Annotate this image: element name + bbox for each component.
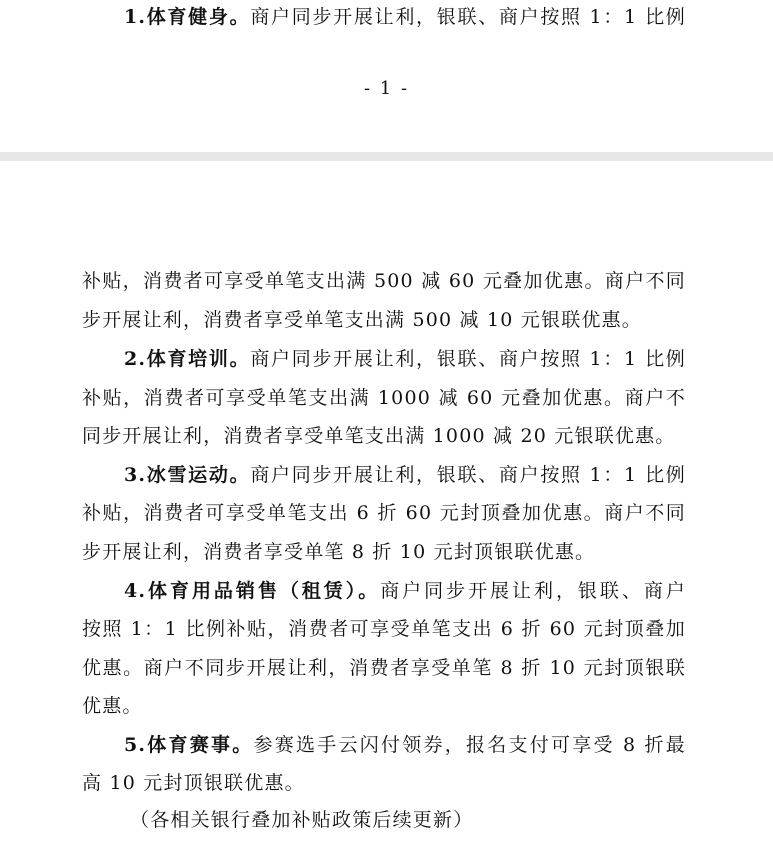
item-1-continued-line-2: 步开展让利，消费者享受单笔支出满 500 减 10 元银联优惠。 — [82, 309, 643, 331]
item-3-line-3: 步开展让利，消费者享受单笔 8 折 10 元封顶银联优惠。 — [82, 541, 596, 563]
item-4-first-line — [124, 576, 686, 606]
item-3-line-2: 补贴，消费者可享受单笔支出 6 折 60 元封顶叠加优惠。商户不同 — [82, 502, 686, 524]
item-4-text: 商户同步开展让利，银联、商户 — [380, 580, 686, 602]
item-5-text: 参赛选手云闪付领券，报名支付可享受 8 折最 — [253, 734, 686, 756]
item-5-line-2: 高 10 元封顶银联优惠。 — [82, 772, 305, 794]
item-2-text: 商户同步开展让利，银联、商户按照 1：1 比例 — [250, 348, 686, 370]
document-page-1 — [0, 0, 773, 152]
item-1-continued-line-1: 补贴，消费者可享受单笔支出满 500 减 60 元叠加优惠。商户不同 — [82, 270, 686, 292]
item-1-text: 商户同步开展让利，银联、商户按照 1：1 比例 — [250, 6, 686, 28]
item-4-line-2: 按照 1：1 比例补贴，消费者可享受单笔支出 6 折 60 元封顶叠加 — [82, 618, 686, 640]
item-4-title: 4.体育用品销售（租赁）。 — [124, 580, 381, 602]
page-separator — [0, 152, 773, 161]
item-2-line-3: 同步开展让利，消费者享受单笔支出满 1000 减 20 元银联优惠。 — [82, 425, 676, 447]
item-2-first-line — [124, 344, 686, 374]
item-1-first-line — [124, 2, 686, 32]
item-2-line-2: 补贴，消费者可享受单笔支出满 1000 减 60 元叠加优惠。商户不 — [82, 387, 686, 409]
item-3-first-line — [124, 460, 686, 490]
item-4-line-3: 优惠。商户不同步开展让利，消费者享受单笔 8 折 10 元封顶银联 — [82, 657, 686, 679]
item-3-title: 3.冰雪运动。 — [124, 464, 251, 486]
item-1-title: 1.体育健身。 — [124, 6, 251, 28]
item-3-text: 商户同步开展让利，银联、商户按照 1：1 比例 — [250, 464, 686, 486]
footnote: （各相关银行叠加补贴政策后续更新） — [130, 809, 474, 831]
item-4-line-4: 优惠。 — [82, 695, 143, 717]
item-5-title: 5.体育赛事。 — [124, 734, 254, 756]
item-2-title: 2.体育培训。 — [124, 348, 251, 370]
page-number: - 1 - — [363, 78, 410, 99]
item-5-first-line — [124, 730, 686, 760]
